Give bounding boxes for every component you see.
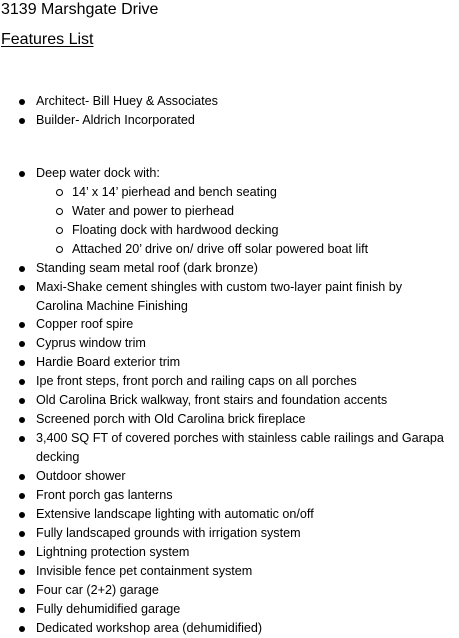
hollow-bullet-icon xyxy=(56,189,63,196)
list-item-builder: Builder- Aldrich Incorporated xyxy=(36,111,456,130)
list-item-exterior-trim: Hardie Board exterior trim xyxy=(36,353,456,372)
list-item-spire: Copper roof spire xyxy=(36,315,456,334)
hollow-bullet-icon xyxy=(56,246,63,253)
bullet-icon xyxy=(19,341,25,347)
bullet-icon xyxy=(19,118,25,124)
list-item-shingles: Maxi-Shake cement shingles with custom two-layer paint finish by Carolina Machine Finishing xyxy=(36,278,446,316)
list-item-screened-porch: Screened porch with Old Carolina brick fireplace xyxy=(36,410,456,429)
list-item-roof: Standing seam metal roof (dark bronze) xyxy=(36,259,456,278)
sub-item-floating-dock: Floating dock with hardwood decking xyxy=(72,221,279,240)
bullet-icon xyxy=(19,322,25,328)
bullet-icon xyxy=(19,607,25,613)
bullet-icon xyxy=(19,512,25,518)
bullet-icon xyxy=(19,417,25,423)
hollow-bullet-icon xyxy=(56,227,63,234)
bullet-icon xyxy=(19,474,25,480)
features-heading: Features List xyxy=(1,31,94,48)
bullet-icon xyxy=(19,569,25,575)
list-item-dehumidified-garage: Fully dehumidified garage xyxy=(36,600,456,619)
list-item-architect: Architect- Bill Huey & Associates xyxy=(36,92,456,111)
sub-item-boat-lift: Attached 20’ drive on/ drive off solar powered boat lift xyxy=(72,240,368,259)
sub-item-pierhead: 14’ x 14’ pierhead and bench seating xyxy=(72,183,277,202)
bullet-icon xyxy=(19,550,25,556)
list-item-gas-lanterns: Front porch gas lanterns xyxy=(36,486,456,505)
hollow-bullet-icon xyxy=(56,208,63,215)
list-item-irrigation: Fully landscaped grounds with irrigation system xyxy=(36,524,456,543)
list-item-garage: Four car (2+2) garage xyxy=(36,581,456,600)
list-item-covered-porches: 3,400 SQ FT of covered porches with stainless cable railings and Garapa decking xyxy=(36,429,446,467)
bullet-icon xyxy=(19,436,25,442)
bullet-icon xyxy=(19,626,25,632)
bullet-icon xyxy=(19,99,25,105)
bullet-icon xyxy=(19,360,25,366)
list-item-outdoor-shower: Outdoor shower xyxy=(36,467,456,486)
bullet-icon xyxy=(19,531,25,537)
bullet-icon xyxy=(19,398,25,404)
list-item-ipe-steps: Ipe front steps, front porch and railing caps on all porches xyxy=(36,372,456,391)
bullet-icon xyxy=(19,266,25,272)
list-item-lightning: Lightning protection system xyxy=(36,543,456,562)
list-item-pet-fence: Invisible fence pet containment system xyxy=(36,562,456,581)
list-item-brick-walkway: Old Carolina Brick walkway, front stairs and foundation accents xyxy=(36,391,456,410)
bullet-icon xyxy=(19,588,25,594)
bullet-icon xyxy=(19,171,25,177)
property-address: 3139 Marshgate Drive xyxy=(1,1,159,18)
bullet-icon xyxy=(19,379,25,385)
bullet-icon xyxy=(19,285,25,291)
list-item-workshop: Dedicated workshop area (dehumidified) xyxy=(36,619,456,638)
list-item-window-trim: Cyprus window trim xyxy=(36,334,456,353)
list-item-dock: Deep water dock with: xyxy=(36,164,456,183)
list-item-landscape-lighting: Extensive landscape lighting with automatic on/off xyxy=(36,505,456,524)
bullet-icon xyxy=(19,493,25,499)
sub-item-water-power: Water and power to pierhead xyxy=(72,202,234,221)
